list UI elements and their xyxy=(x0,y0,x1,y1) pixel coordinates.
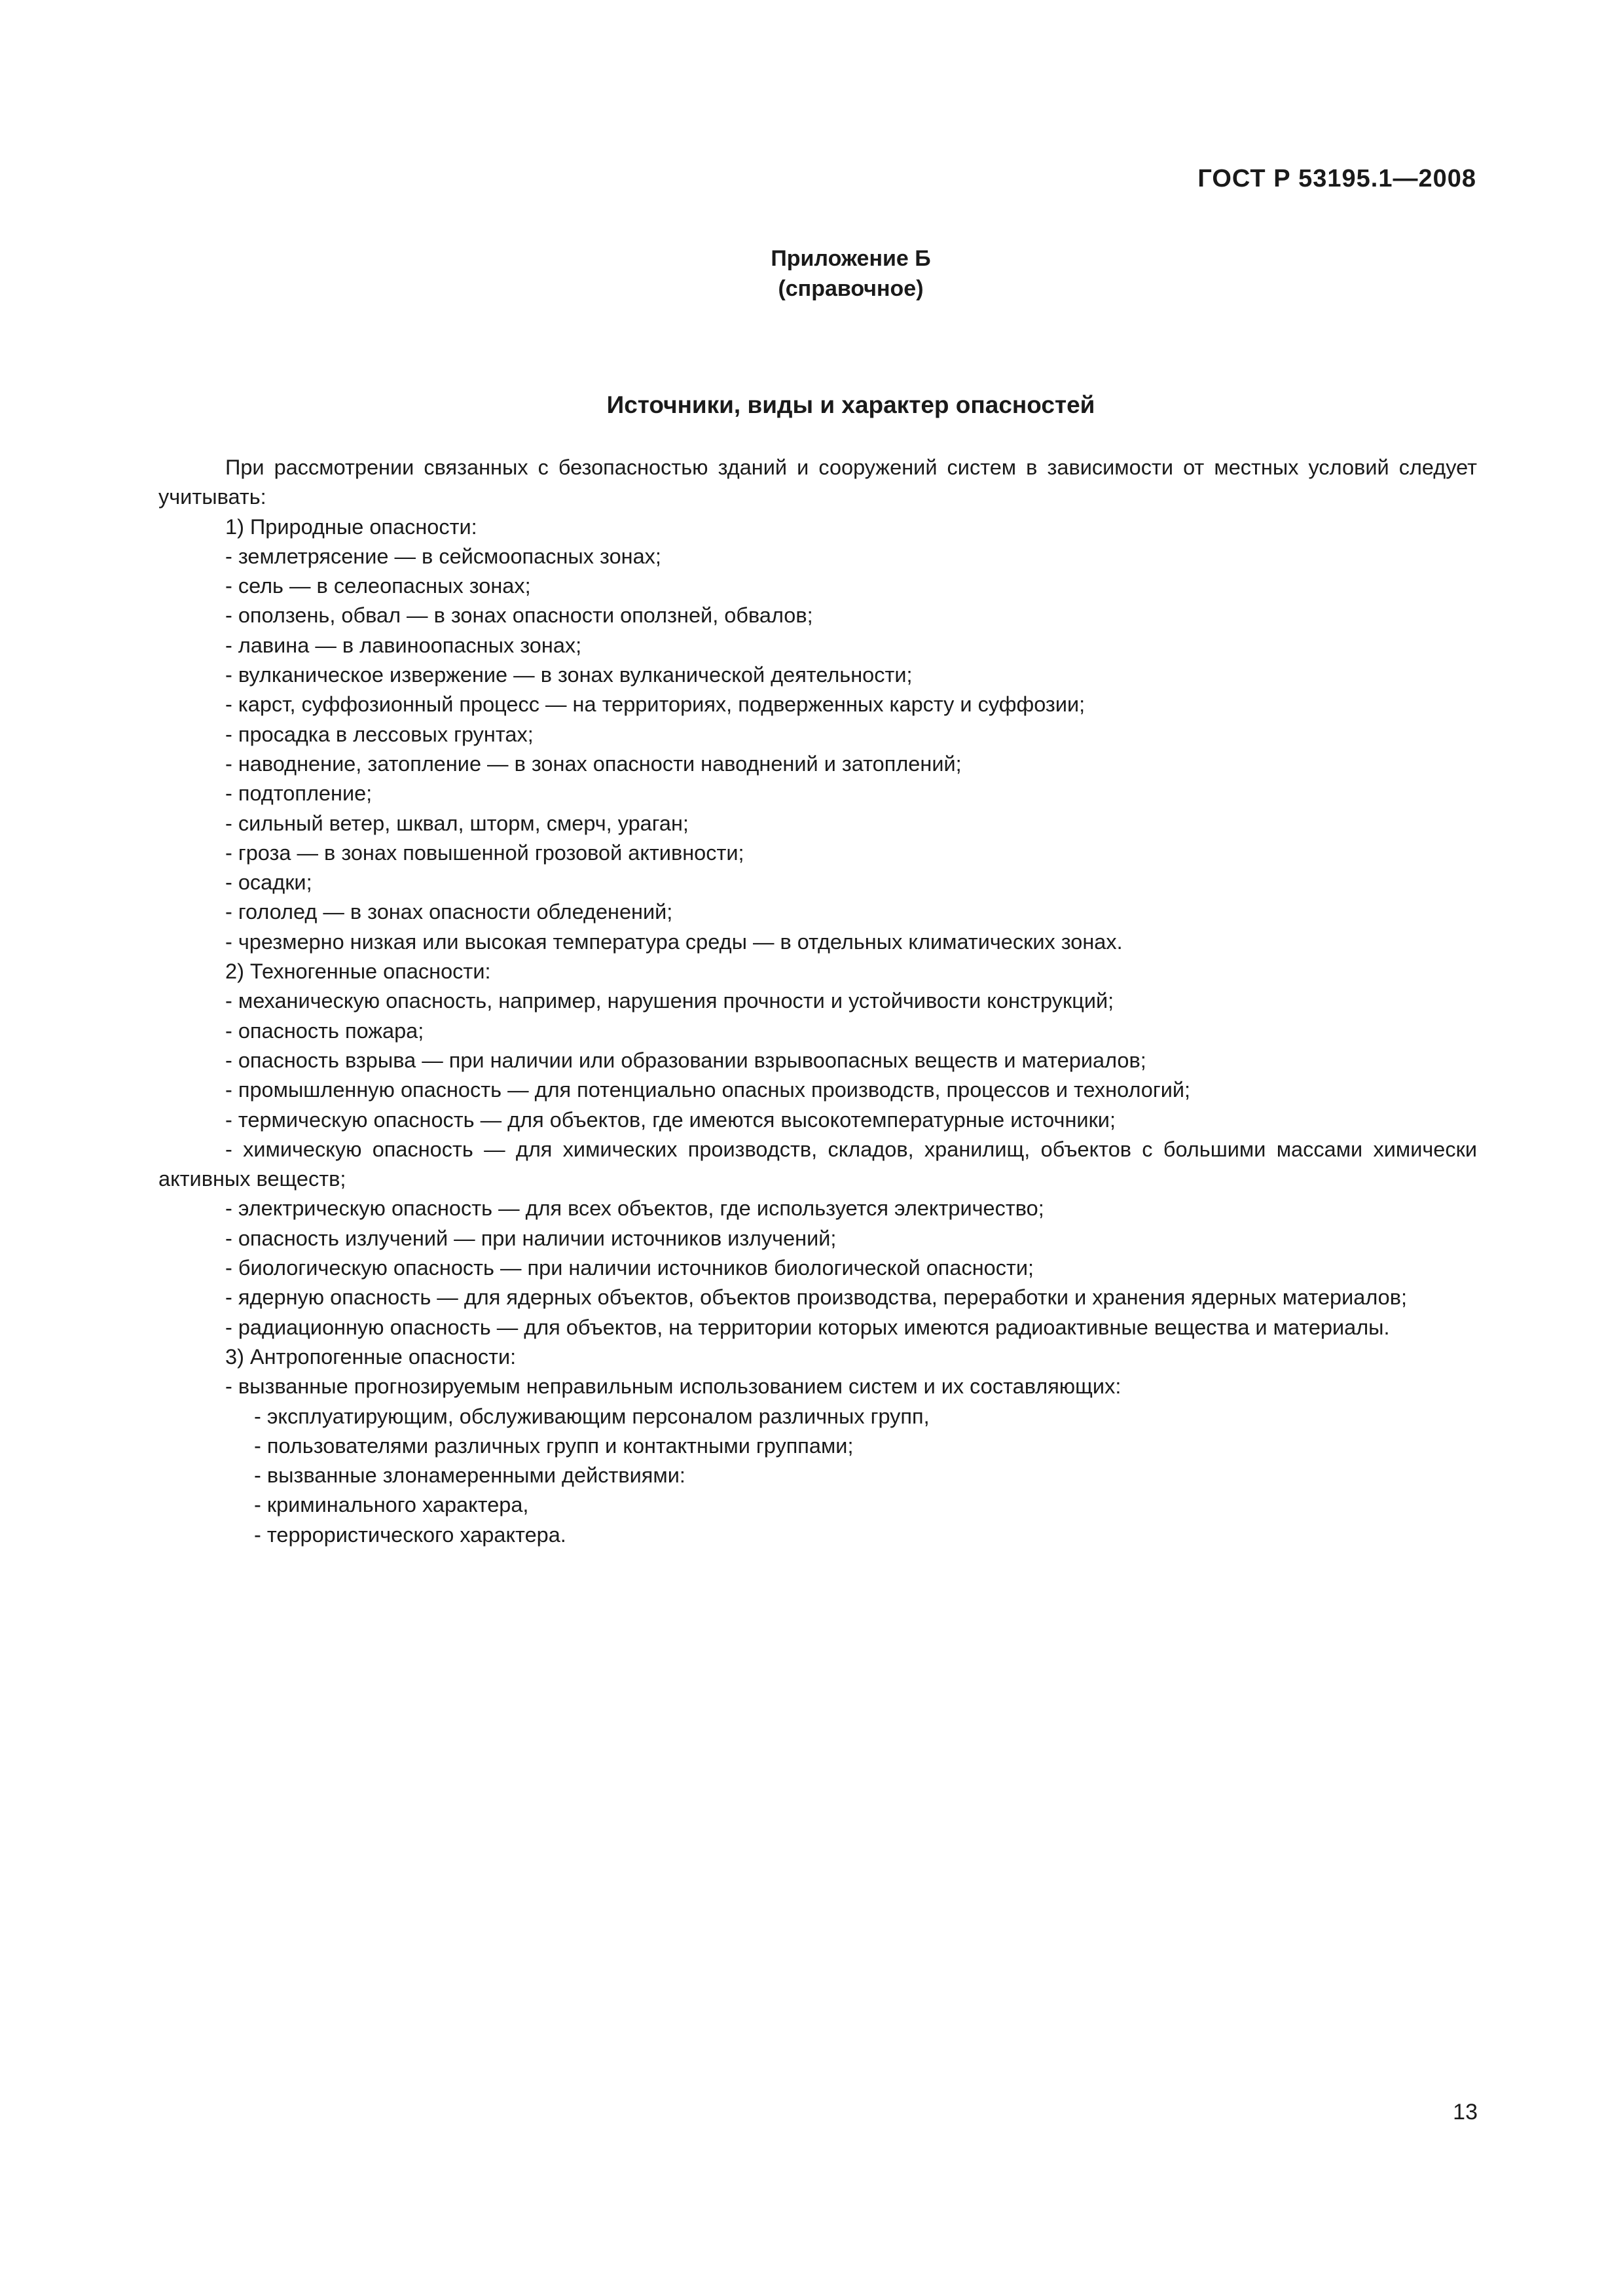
list-item: - электрическую опасность — для всех объектов, где используется электричество; xyxy=(225,1196,1044,1221)
sub-list-item: - террористического характера. xyxy=(254,1522,566,1547)
list-item: - сель — в селеопасных зонах; xyxy=(225,574,531,598)
list-item: - промышленную опасность — для потенциально опасных производств, процессов и технологий; xyxy=(225,1078,1191,1102)
list-item: - опасность пожара; xyxy=(225,1018,424,1043)
list-item: - просадка в лессовых грунтах; xyxy=(225,722,534,746)
list-item: - лавина — в лавиноопасных зонах; xyxy=(225,633,582,657)
list-item: - оползень, обвал — в зонах опасности оползней, обвалов; xyxy=(225,603,813,628)
list-item: - химическую опасность — для химических производств, складов, хранилищ, объектов с большими массами химически активных веществ; xyxy=(158,1137,1477,1191)
intro-paragraph: При рассмотрении связанных с безопасностью зданий и сооружений систем в зависимости от местных условий следует учитывать: xyxy=(158,456,1477,509)
sub-list-item: - вызванные злонамеренными действиями: xyxy=(254,1463,685,1488)
group-heading-natural: 1) Природные опасности: xyxy=(225,514,477,539)
document-code: ГОСТ Р 53195.1—2008 xyxy=(1197,165,1476,192)
appendix-title: Приложение Б xyxy=(771,246,931,271)
list-item: - осадки; xyxy=(225,870,312,895)
list-item: - гроза — в зонах повышенной грозовой активности; xyxy=(225,840,744,865)
list-item: - термическую опасность — для объектов, где имеются высокотемпературные источники; xyxy=(225,1107,1116,1132)
sub-list-item: - пользователями различных групп и контактными группами; xyxy=(254,1433,854,1458)
document-body xyxy=(158,453,1477,1550)
group-heading-technogenic: 2) Техногенные опасности: xyxy=(225,960,491,984)
list-item: - наводнение, затопление — в зонах опасности наводнений и затоплений; xyxy=(225,751,962,776)
list-item: - радиационную опасность — для объектов, на территории которых имеются радиоактивные вещества и материалы. xyxy=(225,1315,1390,1339)
list-item: - гололед — в зонах опасности обледенений; xyxy=(225,900,673,924)
section-title: Источники, виды и характер опасностей xyxy=(606,391,1095,418)
list-item: - чрезмерно низкая или высокая температура среды — в отдельных климатических зонах. xyxy=(225,929,1123,954)
list-item: - биологическую опасность — при наличии источников биологической опасности; xyxy=(225,1256,1034,1280)
list-item: - вызванные прогнозируемым неправильным использованием систем и их составляющих: xyxy=(225,1374,1122,1399)
list-item: - сильный ветер, шквал, шторм, смерч, ураган; xyxy=(225,811,689,835)
sub-list-item: - криминального характера, xyxy=(254,1493,529,1517)
list-item: - механическую опасность, например, нарушения прочности и устойчивости конструкций; xyxy=(225,989,1114,1013)
list-item: - подтопление; xyxy=(225,781,373,806)
list-item: - землетрясение — в сейсмоопасных зонах; xyxy=(225,544,661,568)
group-heading-anthropogenic: 3) Антропогенные опасности: xyxy=(225,1344,517,1369)
page-number: 13 xyxy=(1453,2100,1478,2125)
list-item: - карст, суффозионный процесс — на территориях, подверженных карсту и суффозии; xyxy=(225,692,1085,717)
list-item: - ядерную опасность — для ядерных объектов, объектов производства, переработки и хранения ядерных материалов; xyxy=(225,1285,1408,1310)
appendix-subtitle: (справочное) xyxy=(778,276,924,301)
list-item: - вулканическое извержение — в зонах вулканической деятельности; xyxy=(225,663,913,687)
appendix-heading xyxy=(0,243,1623,304)
sub-list-item: - эксплуатирующим, обслуживающим персоналом различных групп, xyxy=(254,1404,930,1428)
list-item: - опасность излучений — при наличии источников излучений; xyxy=(225,1226,837,1250)
list-item: - опасность взрыва — при наличии или образовании взрывоопасных веществ и материалов; xyxy=(225,1048,1146,1072)
